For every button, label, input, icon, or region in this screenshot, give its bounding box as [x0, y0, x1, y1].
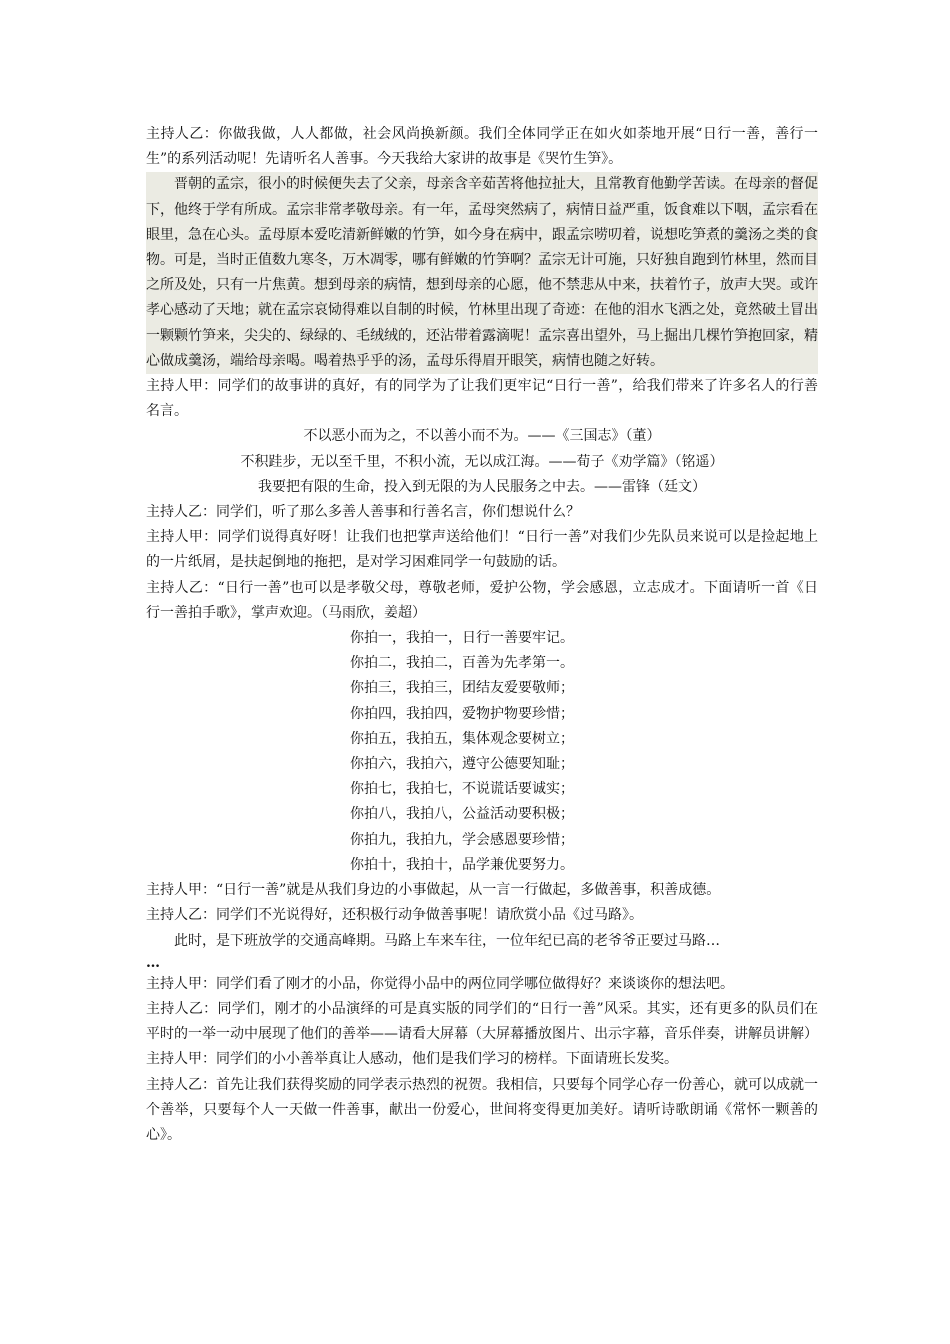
- song-line: 你拍十，我拍十，品学兼优要努力。: [350, 856, 574, 873]
- story-paragraph: 晋朝的孟宗，很小的时候便失去了父亲，母亲含辛茹苦将他拉扯大，且常教育他勤学苦读。在母亲的督促下，他终于学有所成。孟宗非常孝敬母亲。有一年，孟母突然病了，病情日益严重，饭食难以下咽，孟宗看在眼里，急在心头。孟母原本爱吃清新鲜嫩的竹笋，如今身在病中，跟孟宗唠叨着，说想吃笋煮的羹汤之类的食物。可是，当时正值数九寒冬，万木凋零，哪有鲜嫩的竹笋啊？孟宗无计可施，只好独自跑到竹林里，然而目之所及处，只有一片焦黄。想到母亲的病情，想到母亲的心愿，他不禁悲从中来，扶着竹子，放声大哭。或许孝心感动了天地；就在孟宗哀恸得难以自制的时候，竹林里出现了奇迹：在他的泪水飞洒之处，竟然破土冒出一颗颗竹笋来，尖尖的、绿绿的、毛绒绒的，还沾带着露滴呢！孟宗喜出望外，马上掘出几棵竹笋抱回家，精心做成羹汤，端给母亲喝。喝着热乎乎的汤，孟母乐得眉开眼笑，病情也随之好转。: [146, 172, 818, 374]
- scene-ellipsis: …: [146, 954, 159, 971]
- quote-line: 不积跬步，无以至千里，不积小流，无以成江海。——荀子《劝学篇》（铭遥）: [240, 453, 724, 470]
- host-line: 主持人乙：首先让我们获得奖励的同学表示热烈的祝贺。我相信，只要每个同学心存一份善心，就可以成就一个善举，只要每个人一天做一件善事，献出一份爱心，世间将变得更加美好。请听诗歌朗诵《常怀一颗善的心》。: [146, 1076, 818, 1143]
- host-line: 主持人甲：同学们看了刚才的小品，你觉得小品中的两位同学哪位做得好？来谈谈你的想法吧。: [146, 975, 734, 992]
- scene-description: 此时，是下班放学的交通高峰期。马路上车来车往，一位年纪已高的老爷爷正要过马路…: [174, 932, 720, 949]
- song-line: 你拍五，我拍五，集体观念要树立；: [350, 730, 574, 747]
- song-line: 你拍四，我拍四，爱物护物要珍惜；: [350, 705, 574, 722]
- host-line: 主持人乙：同学们，刚才的小品演绎的可是真实版的同学们的“日行一善”风采。其实，还有更多的队员们在平时的一举一动中展现了他们的善举——请看大屏幕（大屏幕播放图片、出示字幕，音乐伴奏，讲解员讲解）: [146, 1000, 818, 1043]
- host-line: 主持人乙：“日行一善”也可以是孝敬父母，尊敬老师，爱护公物，学会感恩，立志成才。下面请听一首《日行一善拍手歌》，掌声欢迎。（马雨欣，姜超）: [146, 579, 818, 621]
- song-line: 你拍七，我拍七，不说谎话要诚实；: [350, 781, 574, 798]
- song-line: 你拍六，我拍六，遵守公德要知耻；: [350, 756, 574, 773]
- host-line: 主持人甲：“日行一善”就是从我们身边的小事做起，从一言一行做起，多做善事，积善成德。: [146, 882, 721, 899]
- host-b-intro: 主持人乙：你做我做，人人都做，社会风尚换新颜。我们全体同学正在如火如荼地开展“日行一善，善行一生”的系列活动呢！先请听名人善事。今天我给大家讲的故事是《哭竹生笋》。: [146, 126, 818, 168]
- quote-line: 我要把有限的生命，投入到无限的为人民服务之中去。——雷锋（廷文）: [258, 478, 706, 495]
- song-line: 你拍九，我拍九，学会感恩要珍惜；: [350, 831, 574, 848]
- song-line: 你拍一，我拍一，日行一善要牢记。: [350, 630, 574, 647]
- quote-line: 不以恶小而为之，不以善小而不为。——《三国志》（董）: [303, 428, 661, 445]
- song-line: 你拍三，我拍三，团结友爱要敬师；: [350, 680, 574, 697]
- host-line: 主持人乙：同学们不光说得好，还积极行动争做善事呢！请欣赏小品《过马路》。: [146, 907, 643, 924]
- song-line: 你拍八，我拍八，公益活动要积极；: [350, 806, 574, 823]
- song-line: 你拍二，我拍二，百善为先孝第一。: [350, 655, 574, 672]
- host-line: 主持人甲：同学们的小小善举真让人感动，他们是我们学习的榜样。下面请班长发奖。: [146, 1051, 678, 1068]
- host-line: 主持人甲：同学们说得真好呀！让我们也把掌声送给他们！“日行一善”对我们少先队员来说可以是捡起地上的一片纸屑，是扶起倒地的拖把，是对学习困难同学一句鼓励的话。: [146, 529, 818, 571]
- host-line: 主持人乙：同学们，听了那么多善人善事和行善名言，你们想说什么？: [146, 504, 580, 521]
- document-body: [146, 122, 818, 1148]
- host-a-quotes-intro: 主持人甲：同学们的故事讲的真好，有的同学为了让我们更牢记“日行一善”，给我们带来了许多名人的行善名言。: [146, 378, 818, 420]
